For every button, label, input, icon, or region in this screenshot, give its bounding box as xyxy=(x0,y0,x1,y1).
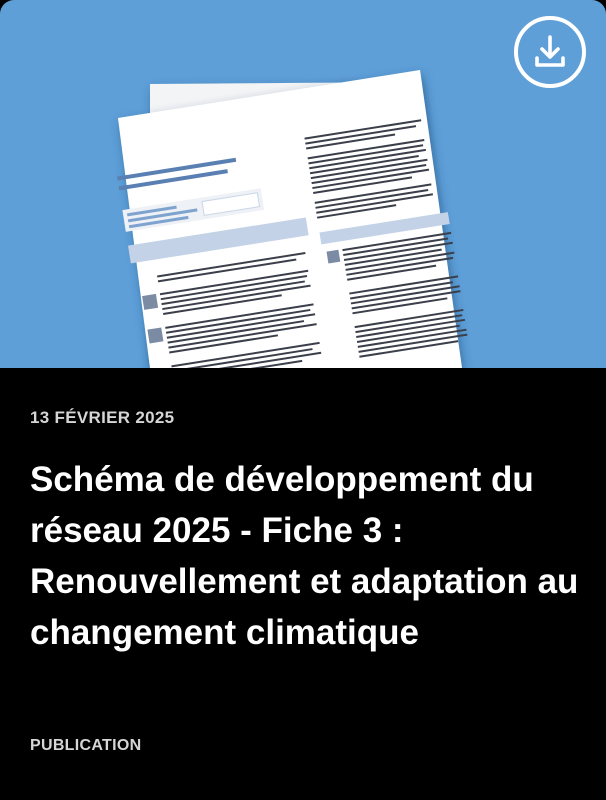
publication-title[interactable]: Schéma de développement du réseau 2025 - Fiche 3 : Renouvellement et adaptation au changement climatique xyxy=(30,460,579,652)
download-button[interactable] xyxy=(514,16,586,88)
cover-image xyxy=(0,0,606,368)
download-icon xyxy=(530,32,570,72)
publication-category: PUBLICATION xyxy=(30,737,142,754)
publication-date: 13 FÉVRIER 2025 xyxy=(30,408,175,427)
